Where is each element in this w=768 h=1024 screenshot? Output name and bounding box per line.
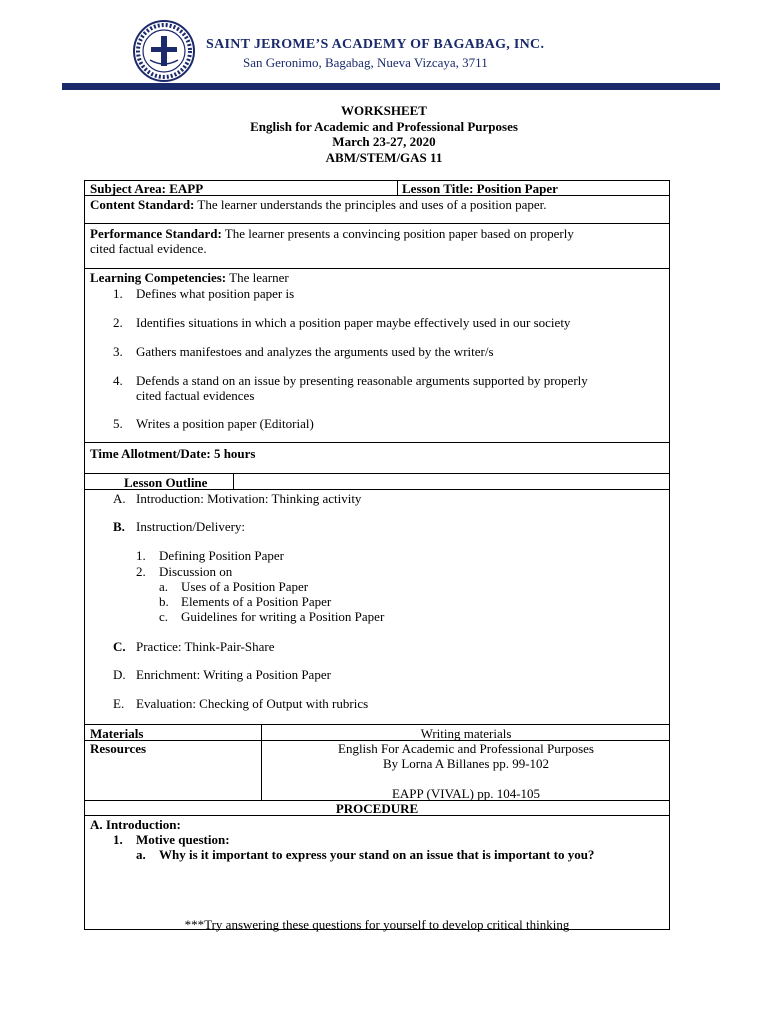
row-divider [84,223,670,224]
outline-item-enrichment: Enrichment: Writing a Position Paper [136,667,331,682]
school-seal-logo [133,20,195,82]
worksheet-title [0,103,768,165]
procedure-introduction-label: A. Introduction: [90,817,181,832]
performance-standard-text: The learner presents a convincing position paper based on properly [221,226,574,241]
competency-item: Defines what position paper is [136,286,295,301]
performance-standard-text-2: cited factual evidence. [90,241,207,256]
header-divider-bar [62,83,720,90]
school-address: San Geronimo, Bagabag, Nueva Vizcaya, 3711 [243,55,488,70]
outline-sub-letter: a. [159,579,169,594]
column-divider [233,473,234,489]
critical-thinking-note: ***Try answering these questions for yourself to develop critical thinking [184,917,570,932]
outline-sub-item: Discussion on [159,564,233,579]
content-standard [90,197,546,212]
materials-label: Materials [90,726,144,741]
competency-number: 2. [113,315,123,330]
competency-item: Gathers manifestoes and analyzes the arguments used by the writer/s [136,344,494,359]
subject-area: Subject Area: EAPP [90,181,204,196]
outline-sub-sub-item: Elements of a Position Paper [181,594,332,609]
title-line-3: March 23-27, 2020 [332,134,436,149]
performance-standard-label: Performance Standard: [90,226,222,241]
learning-competencies-label: Learning Competencies: [90,270,227,285]
learning-competencies-intro: The learner [226,270,289,285]
outline-item-introduction: Introduction: Motivation: Thinking activity [136,491,362,506]
competency-item: Defends a stand on an issue by presenting reasonable arguments supported by properly [136,373,588,388]
outline-sub-number: 2. [136,564,146,579]
competency-item: Identifies situations in which a position paper maybe effectively used in our society [136,315,571,330]
title-line-2: English for Academic and Professional Purposes [250,118,518,134]
outline-item-instruction: Instruction/Delivery: [136,519,246,534]
column-divider [397,180,398,195]
motive-question-label: Motive question: [136,832,230,847]
lesson-title: Lesson Title: Position Paper [402,181,558,196]
outline-letter: B. [113,519,125,534]
lesson-outline-label: Lesson Outline [124,475,208,490]
content-standard-text: The learner understands the principles and uses of a position paper. [194,197,547,212]
resource-line-3: EAPP (VIVAL) pp. 104-105 [391,786,541,801]
outline-sub-sub-item: Uses of a Position Paper [181,579,309,594]
competency-number: 4. [113,373,123,388]
outline-sub-letter: c. [159,609,169,624]
competency-number: 1. [113,286,123,301]
outline-item-evaluation: Evaluation: Checking of Output with rubrics [136,696,369,711]
school-name: SAINT JEROME’S ACADEMY OF BAGABAG, INC. [206,37,545,52]
title-line-1: WORKSHEET [341,103,427,118]
resources-label: Resources [90,741,147,756]
procedure-heading: PROCEDURE [335,801,419,816]
learning-competencies [90,270,289,285]
procedure-letter: a. [136,847,146,862]
outline-letter: C. [113,639,126,654]
procedure-number: 1. [113,832,123,847]
motive-question: Why is it important to express your stand on an issue that is important to you? [159,847,595,862]
outline-item-practice: Practice: Think-Pair-Share [136,639,275,654]
materials-value: Writing materials [420,726,512,741]
outline-sub-sub-item: Guidelines for writing a Position Paper [181,609,385,624]
title-line-4: ABM/STEM/GAS 11 [325,149,443,165]
resource-line-1: English For Academic and Professional Purposes [338,741,594,756]
outline-sub-number: 1. [136,548,146,563]
row-divider [84,268,670,269]
outline-letter: E. [113,696,125,711]
outline-letter: D. [113,667,126,682]
resource-line-2: By Lorna A Billanes pp. 99-102 [382,756,550,771]
competency-item: Writes a position paper (Editorial) [136,416,314,431]
row-divider [84,442,670,443]
competency-number: 5. [113,416,123,431]
performance-standard [90,226,574,241]
row-divider [84,473,670,474]
content-standard-label: Content Standard: [90,197,195,212]
row-divider [84,724,670,725]
competency-item-continued: cited factual evidences [136,388,255,403]
outline-letter: A. [113,491,126,506]
outline-sub-item: Defining Position Paper [159,548,284,563]
time-allotment: Time Allotment/Date: 5 hours [90,446,256,461]
outline-sub-letter: b. [159,594,169,609]
competency-number: 3. [113,344,123,359]
